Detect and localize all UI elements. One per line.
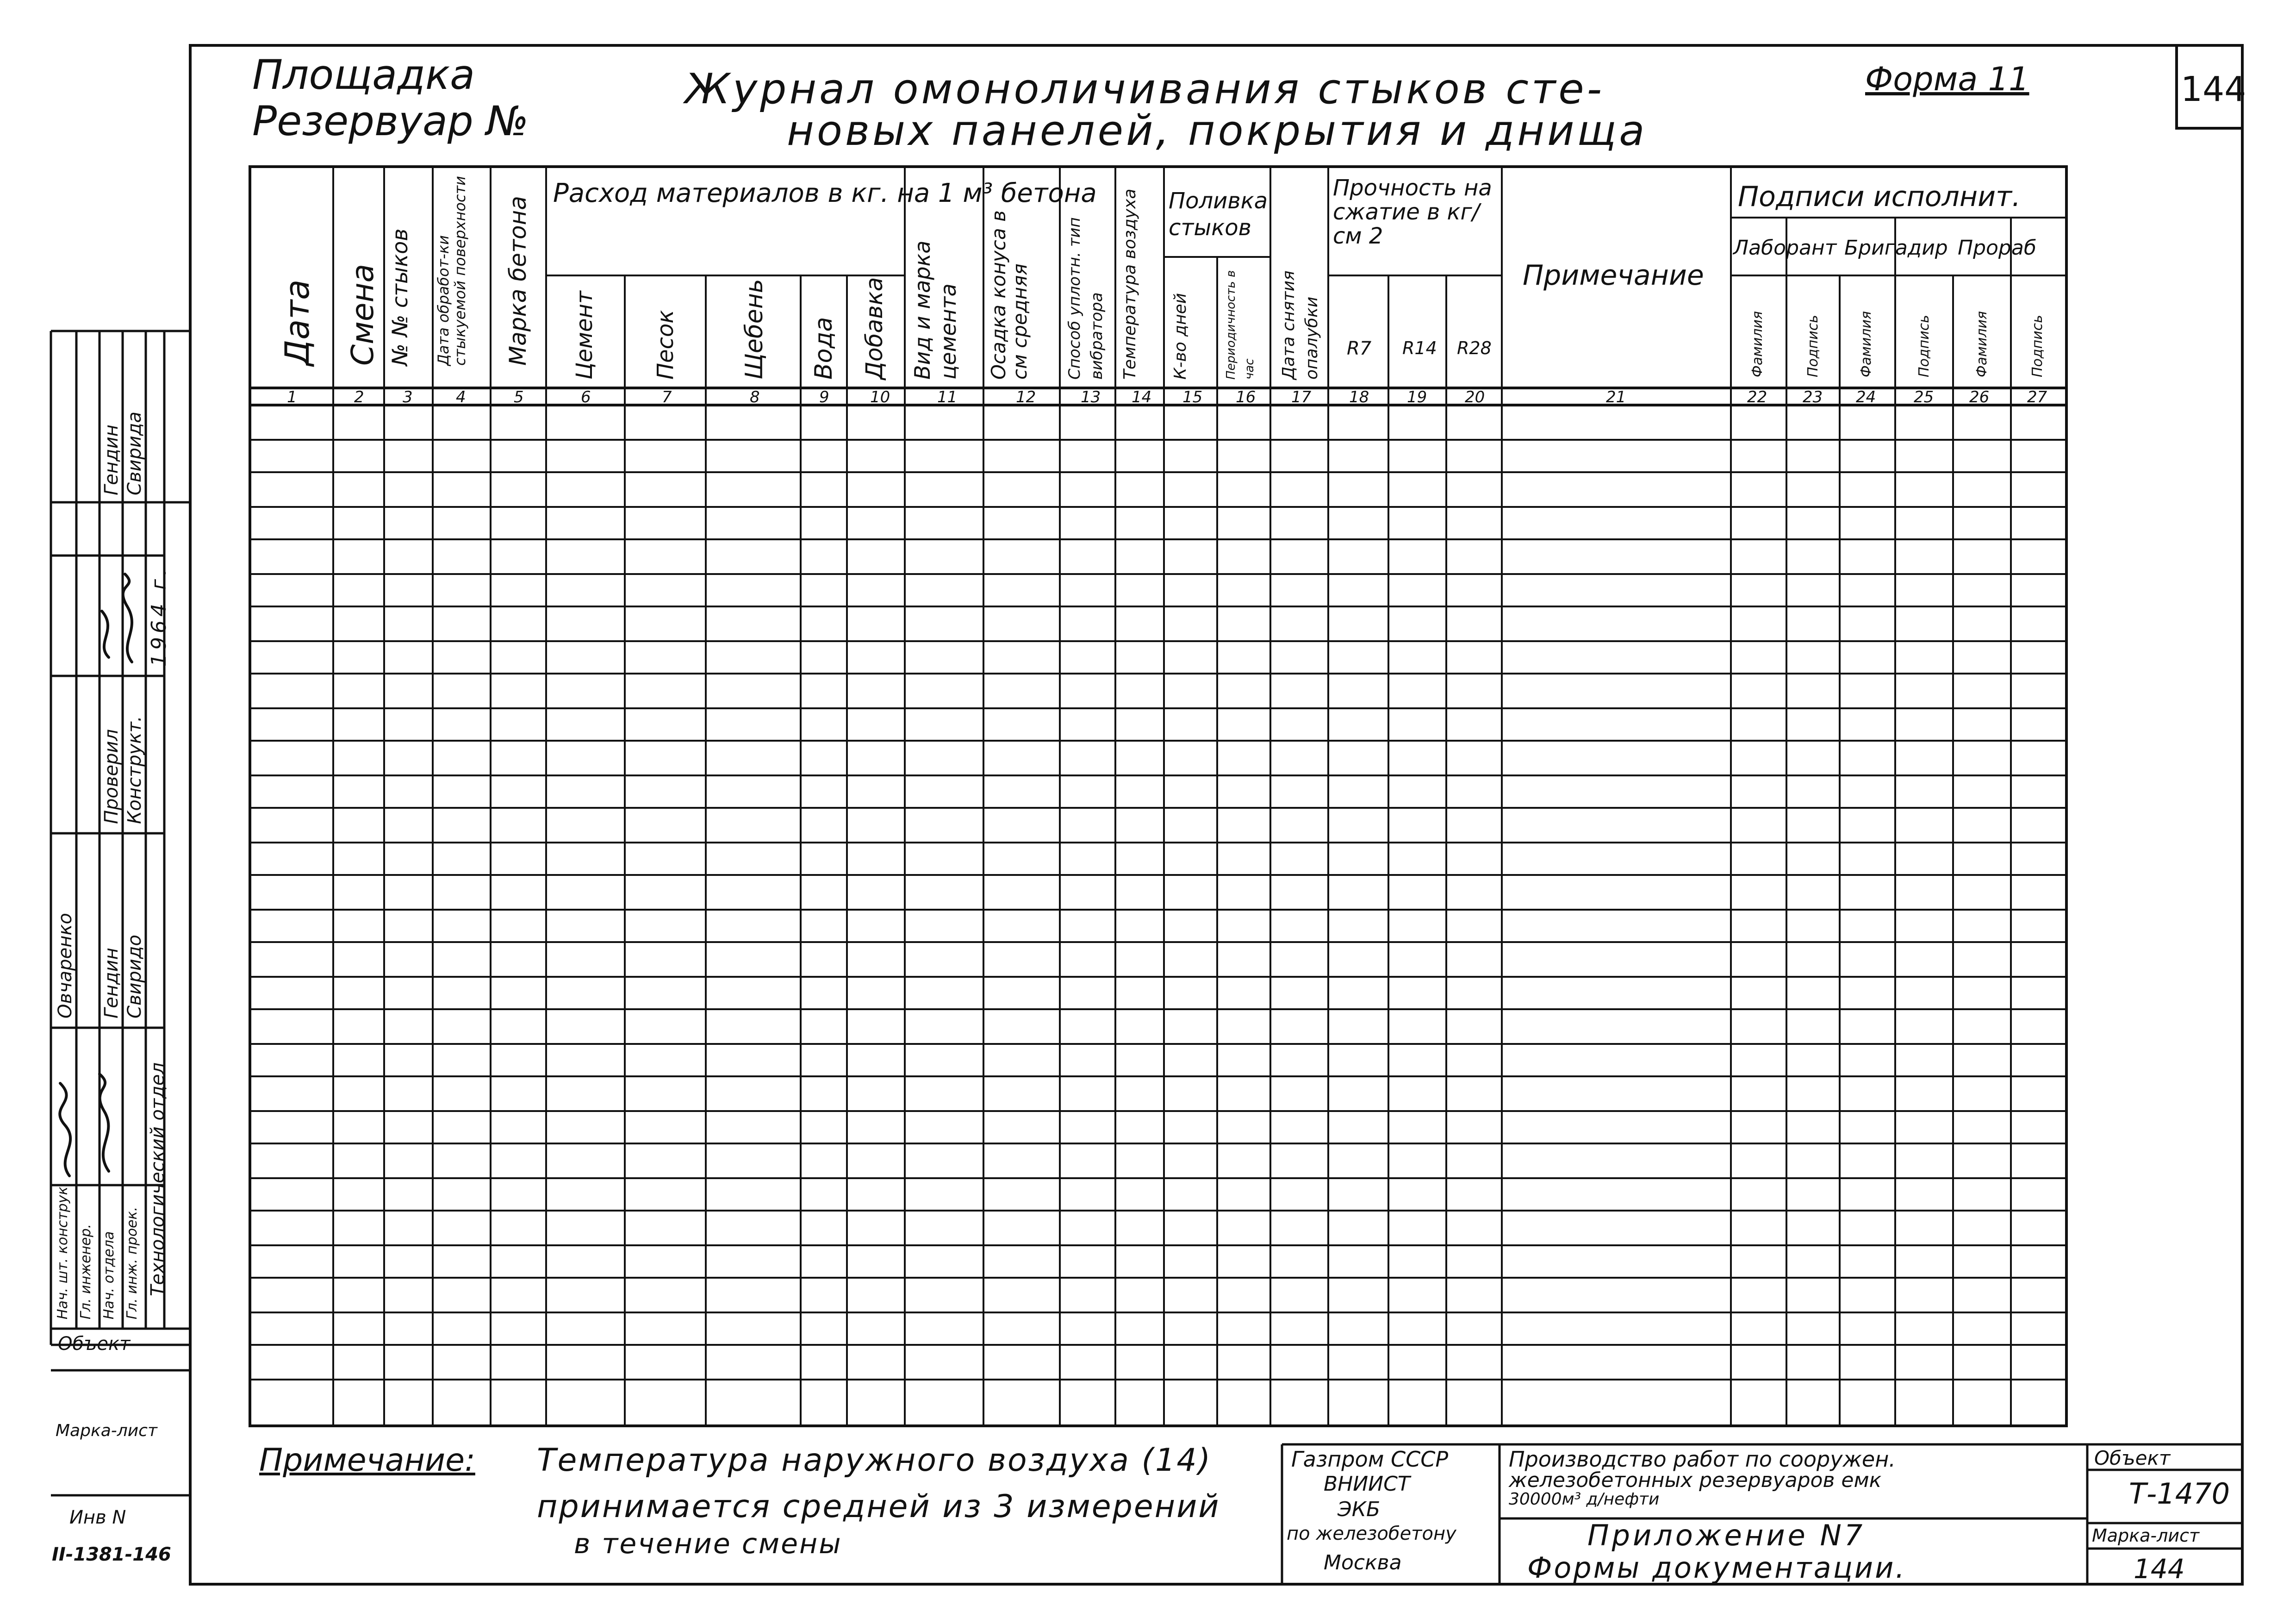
col-header-lab-name: Фамилия — [1749, 311, 1766, 377]
col-number: 3 — [403, 388, 413, 406]
col-header-date: Дата — [278, 279, 317, 366]
col-number: 22 — [1747, 388, 1767, 406]
side-main-eng-proj-title: Гл. инж. проек. — [124, 1206, 140, 1319]
note-line2: принимается средней из 3 измерений — [537, 1488, 1220, 1525]
side-checked-label: Проверил — [101, 729, 122, 824]
stamp-work-line2: железобетонных резервуаров емк — [1509, 1468, 1882, 1492]
side-dept-head-name: Гендин — [101, 948, 122, 1018]
signature-mark — [60, 1083, 70, 1176]
side-inv-value: II-1381-146 — [52, 1544, 171, 1565]
col-number: 24 — [1856, 388, 1876, 406]
col-header-frequency: Периодичность в час — [1224, 270, 1257, 380]
col-number: 13 — [1081, 388, 1101, 406]
col-number: 16 — [1236, 388, 1256, 406]
side-checked-name: Гендин — [101, 425, 122, 495]
col-header-compaction: Способ уплотн. тип вибратора — [1065, 217, 1106, 380]
side-designer-label: Конструкт. — [124, 716, 145, 824]
stamp-org-line4: по железобетону — [1287, 1523, 1456, 1544]
col-header-master-signature: Подпись — [2029, 315, 2046, 377]
col-number: 18 — [1349, 388, 1369, 406]
sub-master-header: Прораб — [1958, 236, 2036, 260]
stamp-org-line2: ВНИИСТ — [1324, 1472, 1410, 1496]
col-header-air-temp: Температура воздуха — [1120, 188, 1139, 380]
stamp-work-line1: Производство работ по сооружен. — [1509, 1447, 1896, 1472]
col-number: 8 — [750, 388, 760, 406]
col-number: 11 — [937, 388, 958, 406]
col-number: 17 — [1291, 388, 1312, 406]
page-number: 144 — [2181, 69, 2246, 109]
col-number: 23 — [1803, 388, 1823, 406]
col-number: 20 — [1465, 388, 1485, 406]
col-header-joints: № № стыков — [387, 228, 412, 366]
side-dept-head-title: Нач. отдела — [101, 1231, 117, 1319]
note-line1: Температура наружного воздуха (14) — [537, 1442, 1212, 1479]
stamp-org-line5: Москва — [1324, 1551, 1402, 1574]
side-chief-engineer-name: Овчаренко — [55, 913, 76, 1018]
col-header-foreman-signature: Подпись — [1916, 315, 1932, 377]
col-header-gravel: Щебень — [740, 279, 768, 380]
group-watering-header: Поливка стыков — [1169, 188, 1268, 241]
signature-mark — [123, 574, 132, 662]
signature-mark — [100, 1074, 109, 1171]
stamp-org-line1: Газпром СССР — [1291, 1447, 1449, 1472]
col-header-remarks: Примечание — [1523, 259, 1704, 292]
col-number: 4 — [456, 388, 466, 406]
col-header-shift: Смена — [345, 263, 380, 366]
col-header-cement-type: Вид и марка цемента — [910, 240, 961, 380]
col-header-days: К-во дней — [1171, 293, 1190, 380]
stamp-appendix: Приложение N7 — [1587, 1518, 1866, 1552]
col-header-concrete-grade: Марка бетона — [504, 196, 531, 366]
col-header-lab-signature: Подпись — [1805, 315, 1821, 377]
side-designer-name: Свирида — [124, 411, 145, 495]
col-number: 27 — [2027, 388, 2047, 406]
col-header-foreman-name: Фамилия — [1858, 311, 1874, 377]
side-object-label: Объект — [58, 1333, 131, 1355]
side-year: 1964 г. — [147, 565, 171, 667]
col-number: 1 — [287, 388, 297, 406]
col-number: 7 — [662, 388, 672, 406]
reservoir-label: Резервуар № — [252, 97, 529, 145]
col-header-slump: Осадка конуса в см средняя — [987, 210, 1031, 380]
group-signatures-header: Подписи исполнит. — [1738, 181, 2021, 213]
stamp-object-label: Объект — [2094, 1447, 2171, 1469]
stamp-work-line3: 30000м³ д/нефти — [1509, 1490, 1660, 1509]
col-number: 25 — [1914, 388, 1934, 406]
group-materials-header: Расход материалов в кг. на 1 м³ бетона — [553, 178, 1097, 208]
sub-lab-header: Лаборант — [1733, 236, 1837, 260]
col-number: 15 — [1182, 388, 1203, 406]
col-number: 14 — [1132, 388, 1152, 406]
col-number: 21 — [1606, 388, 1626, 406]
note-line3: в течение смены — [574, 1528, 842, 1560]
side-main-eng-proj-name: Свиридо — [124, 934, 145, 1018]
signature-mark — [102, 611, 109, 657]
site-label: Площадка — [252, 51, 475, 99]
side-main-engineer-title: Гл. инженер. — [78, 1224, 94, 1319]
note-label: Примечание: — [259, 1442, 475, 1479]
col-header-r28: R28 — [1457, 338, 1492, 358]
col-header-cement: Цемент — [572, 291, 597, 380]
side-inv-label: Инв N — [69, 1507, 126, 1528]
side-chief-engineer-title: Нач. шт. конструк. — [55, 1182, 71, 1319]
sub-foreman-header: Бригадир — [1844, 236, 1948, 260]
col-header-r14: R14 — [1402, 338, 1437, 358]
stamp-sheet-value: 144 — [2134, 1553, 2185, 1585]
col-number: 10 — [870, 388, 890, 406]
side-department: Технологический отдел — [147, 1062, 168, 1296]
side-sheet-label: Марка-лист — [56, 1421, 157, 1440]
stamp-doc-title: Формы документации. — [1527, 1551, 1907, 1585]
journal-title-line1: Журнал омоноличивания стыков сте- — [685, 65, 1605, 113]
col-header-master-name: Фамилия — [1974, 311, 1990, 377]
col-header-additive: Добавка — [861, 277, 888, 380]
col-header-r7: R7 — [1347, 338, 1372, 359]
stamp-object-value: Т-1470 — [2129, 1477, 2230, 1511]
form-label: Форма 11 — [1865, 60, 2029, 98]
group-strength-header: Прочность на сжатие в кг/см 2 — [1333, 175, 1492, 249]
col-number: 9 — [819, 388, 829, 406]
journal-title-line2: новых панелей, покрытия и днища — [787, 106, 1648, 155]
stamp-sheet-label: Марка-лист — [2092, 1525, 2200, 1546]
col-number: 5 — [514, 388, 524, 406]
stamp-org-line3: ЭКБ — [1338, 1498, 1381, 1521]
col-number: 19 — [1407, 388, 1427, 406]
col-number: 2 — [354, 388, 364, 406]
col-number: 26 — [1969, 388, 1990, 406]
col-header-water: Вода — [810, 317, 838, 380]
col-number: 6 — [581, 388, 591, 406]
col-header-sand: Песок — [653, 310, 678, 380]
col-header-formwork-removal: Дата снятия опалубки — [1279, 270, 1321, 380]
col-number: 12 — [1016, 388, 1036, 406]
col-header-surface-date: Дата обработ-ки стыкуемой поверхности — [435, 176, 469, 366]
